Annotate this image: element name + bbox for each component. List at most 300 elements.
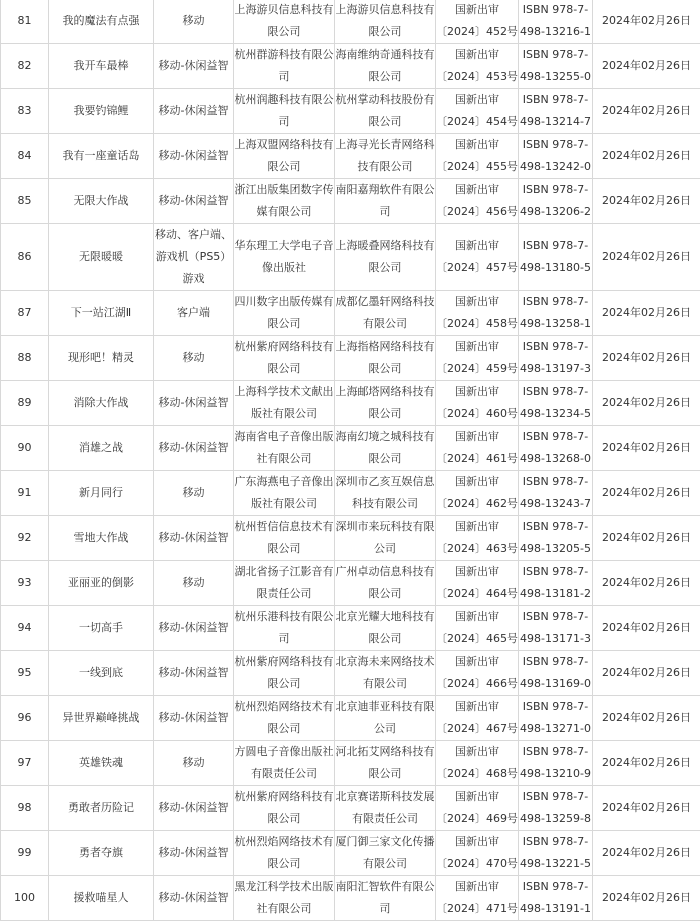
game-type-cell <box>154 381 234 426</box>
operator: 北京迪菲亚科技有限公司 <box>335 700 435 735</box>
publisher: 浙江出版集团数字传媒有限公司 <box>234 183 334 218</box>
row-number: 87 <box>17 306 32 319</box>
game-type: 移动-休闲益智 <box>158 891 229 904</box>
publisher-cell <box>234 561 335 606</box>
approval-date-cell <box>593 426 700 471</box>
table-row <box>1 291 700 336</box>
row-number-cell <box>1 651 49 696</box>
publisher: 上海科学技术文献出版社有限公司 <box>234 385 334 420</box>
operator-cell <box>335 651 436 696</box>
table-row <box>1 876 700 921</box>
game-type-cell <box>154 134 234 179</box>
game-name: 无限暖暖 <box>79 250 123 263</box>
approval-doc-number: 〔2024〕469号 <box>436 812 518 825</box>
publisher: 上海双盟网络科技有限公司 <box>234 138 334 173</box>
approval-doc-number: 〔2024〕457号 <box>436 261 518 274</box>
operator-cell <box>335 561 436 606</box>
approval-date-cell <box>593 876 700 921</box>
game-type: 移动-休闲益智 <box>158 441 229 454</box>
operator-cell <box>335 696 436 741</box>
isbn-line-2: 498-13210-9 <box>520 767 591 780</box>
operator-cell <box>335 426 436 471</box>
game-type: 移动-休闲益智 <box>158 801 229 814</box>
table-row <box>1 0 700 44</box>
game-type-cell <box>154 516 234 561</box>
game-type-cell <box>154 44 234 89</box>
publisher: 方圆电子音像出版社有限责任公司 <box>234 745 334 780</box>
approval-doc-cell <box>436 426 519 471</box>
isbn-cell <box>519 876 593 921</box>
game-type: 客户端 <box>177 306 210 319</box>
isbn-cell <box>519 336 593 381</box>
approval-doc-head: 国新出审 <box>455 295 499 308</box>
isbn-line-1: ISBN 978-7- <box>522 430 589 443</box>
isbn-cell <box>519 651 593 696</box>
approval-doc-number: 〔2024〕464号 <box>436 587 518 600</box>
isbn-line-2: 498-13171-3 <box>520 632 591 645</box>
approval-doc-number: 〔2024〕467号 <box>436 722 518 735</box>
approval-date: 2024年02月26日 <box>602 441 691 454</box>
game-name-cell <box>49 696 154 741</box>
approval-date-cell <box>593 741 700 786</box>
isbn-cell <box>519 696 593 741</box>
approval-doc-head: 国新出审 <box>455 183 499 196</box>
approval-doc-head: 国新出审 <box>455 880 499 893</box>
game-name-cell <box>49 179 154 224</box>
game-type: 移动 <box>182 14 205 27</box>
isbn-line-1: ISBN 978-7- <box>522 520 589 533</box>
game-name: 下一站江湖Ⅱ <box>70 306 132 319</box>
publisher-cell <box>234 381 335 426</box>
approval-date: 2024年02月26日 <box>602 306 691 319</box>
publisher: 杭州烈焰网络技术有限公司 <box>234 700 334 735</box>
operator-cell <box>335 876 436 921</box>
operator-cell <box>335 44 436 89</box>
isbn-cell <box>519 471 593 516</box>
approval-doc-cell <box>436 291 519 336</box>
row-number-cell <box>1 426 49 471</box>
game-type-cell <box>154 89 234 134</box>
table-row <box>1 516 700 561</box>
row-number: 83 <box>17 104 32 117</box>
game-type: 移动 <box>182 486 205 499</box>
isbn-line-2: 498-13216-1 <box>520 25 591 38</box>
isbn-cell <box>519 0 593 44</box>
game-type-cell <box>154 561 234 606</box>
approval-doc-cell <box>436 44 519 89</box>
approval-doc-number: 〔2024〕471号 <box>436 902 518 915</box>
game-type-cell <box>154 651 234 696</box>
approval-doc-head: 国新出审 <box>455 93 499 106</box>
operator-cell <box>335 741 436 786</box>
publisher: 广东海燕电子音像出版社有限公司 <box>234 475 334 510</box>
operator: 杭州掌动科技股份有限公司 <box>335 93 435 128</box>
publisher: 杭州紫府网络科技有限公司 <box>234 340 334 375</box>
approval-doc-head: 国新出审 <box>455 475 499 488</box>
game-name: 英雄铁魂 <box>79 756 123 769</box>
operator-cell <box>335 336 436 381</box>
game-type: 移动-休闲益智 <box>158 396 229 409</box>
operator: 北京海未来网络技术有限公司 <box>335 655 435 690</box>
approval-doc-head: 国新出审 <box>455 745 499 758</box>
publisher-cell <box>234 336 335 381</box>
approval-doc-head: 国新出审 <box>455 700 499 713</box>
publisher-cell <box>234 741 335 786</box>
table-row <box>1 44 700 89</box>
publisher: 杭州群游科技有限公司 <box>234 48 334 83</box>
publisher-cell <box>234 0 335 44</box>
approval-doc-cell <box>436 741 519 786</box>
approval-doc-cell <box>436 876 519 921</box>
table-row <box>1 179 700 224</box>
isbn-line-2: 498-13242-0 <box>520 160 591 173</box>
game-type-cell <box>154 291 234 336</box>
game-name-cell <box>49 741 154 786</box>
publisher: 海南省电子音像出版社有限公司 <box>234 430 334 465</box>
approval-date-cell <box>593 224 700 291</box>
game-name-cell <box>49 0 154 44</box>
approval-date-cell <box>593 561 700 606</box>
approval-date-cell <box>593 786 700 831</box>
publisher-cell <box>234 651 335 696</box>
isbn-cell <box>519 516 593 561</box>
row-number: 98 <box>17 801 32 814</box>
game-name: 我的魔法有点强 <box>62 14 140 27</box>
approval-date: 2024年02月26日 <box>602 194 691 207</box>
isbn-cell <box>519 224 593 291</box>
approval-doc-number: 〔2024〕454号 <box>436 115 518 128</box>
approval-doc-cell <box>436 381 519 426</box>
isbn-cell <box>519 89 593 134</box>
operator: 深圳市乙亥互娱信息科技有限公司 <box>335 475 435 510</box>
operator-cell <box>335 179 436 224</box>
isbn-line-1: ISBN 978-7- <box>522 655 589 668</box>
isbn-line-2: 498-13268-0 <box>520 452 591 465</box>
approval-date-cell <box>593 831 700 876</box>
publisher: 上海游贝信息科技有限公司 <box>234 3 334 38</box>
game-name-cell <box>49 134 154 179</box>
game-name-cell <box>49 471 154 516</box>
approval-date-cell <box>593 696 700 741</box>
operator-cell <box>335 134 436 179</box>
row-number: 99 <box>17 846 32 859</box>
approval-date-cell <box>593 179 700 224</box>
game-type-cell <box>154 0 234 44</box>
game-name: 亚丽亚的倒影 <box>68 576 134 589</box>
approval-date: 2024年02月26日 <box>602 104 691 117</box>
row-number: 89 <box>17 396 32 409</box>
row-number: 96 <box>17 711 32 724</box>
approval-date-cell <box>593 336 700 381</box>
approval-doc-cell <box>436 0 519 44</box>
approval-doc-number: 〔2024〕466号 <box>436 677 518 690</box>
approval-doc-cell <box>436 651 519 696</box>
approval-doc-cell <box>436 831 519 876</box>
game-type: 移动-休闲益智 <box>158 149 229 162</box>
approval-doc-head: 国新出审 <box>455 565 499 578</box>
approval-doc-number: 〔2024〕460号 <box>436 407 518 420</box>
approval-doc-head: 国新出审 <box>455 138 499 151</box>
isbn-cell <box>519 786 593 831</box>
approval-date: 2024年02月26日 <box>602 59 691 72</box>
table-row <box>1 651 700 696</box>
approval-doc-cell <box>436 606 519 651</box>
isbn-line-2: 498-13234-5 <box>520 407 591 420</box>
approval-doc-number: 〔2024〕453号 <box>436 70 518 83</box>
game-name: 消雄之战 <box>79 441 123 454</box>
row-number-cell <box>1 471 49 516</box>
publisher-cell <box>234 516 335 561</box>
isbn-line-2: 498-13181-2 <box>520 587 591 600</box>
approval-date: 2024年02月26日 <box>602 621 691 634</box>
isbn-cell <box>519 561 593 606</box>
publisher: 黑龙江科学技术出版社有限公司 <box>234 880 334 915</box>
game-type: 移动 <box>182 756 205 769</box>
table-row <box>1 381 700 426</box>
operator: 厦门御三家文化传播有限公司 <box>335 835 435 870</box>
publisher-cell <box>234 471 335 516</box>
approval-doc-head: 国新出审 <box>455 520 499 533</box>
publisher-cell <box>234 696 335 741</box>
approval-date-cell <box>593 89 700 134</box>
approval-doc-cell <box>436 224 519 291</box>
approval-doc-cell <box>436 561 519 606</box>
approval-doc-number: 〔2024〕456号 <box>436 205 518 218</box>
operator-cell <box>335 516 436 561</box>
approval-date-cell <box>593 134 700 179</box>
table-body <box>1 0 700 921</box>
approval-date: 2024年02月26日 <box>602 351 691 364</box>
game-name-cell <box>49 224 154 291</box>
game-name: 消除大作战 <box>73 396 129 409</box>
publisher: 杭州润趣科技有限公司 <box>234 93 334 128</box>
row-number-cell <box>1 741 49 786</box>
operator-cell <box>335 224 436 291</box>
isbn-line-2: 498-13206-2 <box>520 205 591 218</box>
operator-cell <box>335 0 436 44</box>
game-name-cell <box>49 516 154 561</box>
approval-doc-number: 〔2024〕455号 <box>436 160 518 173</box>
row-number-cell <box>1 291 49 336</box>
approval-doc-number: 〔2024〕459号 <box>436 362 518 375</box>
approval-date-cell <box>593 606 700 651</box>
row-number: 88 <box>17 351 32 364</box>
isbn-line-1: ISBN 978-7- <box>522 565 589 578</box>
approval-doc-head: 国新出审 <box>455 430 499 443</box>
game-name: 无限大作战 <box>73 194 129 207</box>
row-number-cell <box>1 606 49 651</box>
row-number: 94 <box>17 621 32 634</box>
publisher: 湖北省扬子江影音有限责任公司 <box>234 565 334 600</box>
approval-date: 2024年02月26日 <box>602 846 691 859</box>
approval-doc-number: 〔2024〕462号 <box>436 497 518 510</box>
game-name-cell <box>49 651 154 696</box>
approval-doc-cell <box>436 516 519 561</box>
publisher: 杭州紫府网络科技有限公司 <box>234 655 334 690</box>
game-name: 异世界巅峰挑战 <box>62 711 140 724</box>
operator: 海南幻境之城科技有限公司 <box>335 430 435 465</box>
approval-doc-head: 国新出审 <box>455 790 499 803</box>
approval-doc-number: 〔2024〕465号 <box>436 632 518 645</box>
approval-date: 2024年02月26日 <box>602 250 691 263</box>
row-number-cell <box>1 44 49 89</box>
isbn-cell <box>519 179 593 224</box>
isbn-line-2: 498-13214-7 <box>520 115 591 128</box>
approval-doc-number: 〔2024〕461号 <box>436 452 518 465</box>
table-row <box>1 471 700 516</box>
game-name-cell <box>49 291 154 336</box>
game-type: 移动-休闲益智 <box>158 711 229 724</box>
game-name-cell <box>49 786 154 831</box>
game-type-cell <box>154 876 234 921</box>
row-number: 97 <box>17 756 32 769</box>
game-name-cell <box>49 89 154 134</box>
approval-date-cell <box>593 0 700 44</box>
approval-doc-cell <box>436 336 519 381</box>
game-type: 移动、客户端、游戏机（PS5）游戏 <box>155 228 232 285</box>
isbn-line-1: ISBN 978-7- <box>522 3 589 16</box>
approval-date-cell <box>593 44 700 89</box>
row-number: 100 <box>14 891 35 904</box>
row-number-cell <box>1 786 49 831</box>
isbn-line-2: 498-13258-1 <box>520 317 591 330</box>
game-type-cell <box>154 741 234 786</box>
publisher-cell <box>234 291 335 336</box>
publisher: 杭州哲信信息技术有限公司 <box>234 520 334 555</box>
approval-doc-head: 国新出审 <box>455 48 499 61</box>
row-number-cell <box>1 134 49 179</box>
isbn-line-1: ISBN 978-7- <box>522 385 589 398</box>
publisher-cell <box>234 876 335 921</box>
approval-doc-head: 国新出审 <box>455 655 499 668</box>
row-number: 84 <box>17 149 32 162</box>
approval-date: 2024年02月26日 <box>602 14 691 27</box>
isbn-line-2: 498-13191-1 <box>520 902 591 915</box>
isbn-cell <box>519 741 593 786</box>
approval-doc-head: 国新出审 <box>455 385 499 398</box>
isbn-line-1: ISBN 978-7- <box>522 835 589 848</box>
approval-doc-cell <box>436 179 519 224</box>
isbn-line-1: ISBN 978-7- <box>522 790 589 803</box>
approval-date: 2024年02月26日 <box>602 576 691 589</box>
operator: 河北拓艾网络科技有限公司 <box>335 745 435 780</box>
game-name: 勇者夺旗 <box>79 846 123 859</box>
game-type-cell <box>154 426 234 471</box>
row-number-cell <box>1 381 49 426</box>
game-type: 移动 <box>182 576 205 589</box>
isbn-line-1: ISBN 978-7- <box>522 700 589 713</box>
approval-date-cell <box>593 381 700 426</box>
game-type: 移动 <box>182 351 205 364</box>
publisher-cell <box>234 179 335 224</box>
isbn-line-1: ISBN 978-7- <box>522 610 589 623</box>
table-row <box>1 786 700 831</box>
game-type-cell <box>154 831 234 876</box>
row-number-cell <box>1 336 49 381</box>
isbn-line-1: ISBN 978-7- <box>522 340 589 353</box>
game-name: 雪地大作战 <box>73 531 129 544</box>
game-type: 移动-休闲益智 <box>158 531 229 544</box>
game-name: 我有一座童话岛 <box>62 149 140 162</box>
approval-doc-number: 〔2024〕470号 <box>436 857 518 870</box>
game-name: 一线到底 <box>79 666 123 679</box>
game-name-cell <box>49 831 154 876</box>
approval-date: 2024年02月26日 <box>602 801 691 814</box>
operator: 南阳汇智软件有限公司 <box>335 880 435 915</box>
operator-cell <box>335 831 436 876</box>
isbn-line-1: ISBN 978-7- <box>522 183 589 196</box>
operator-cell <box>335 291 436 336</box>
publisher-cell <box>234 606 335 651</box>
publisher-cell <box>234 44 335 89</box>
isbn-line-1: ISBN 978-7- <box>522 239 589 252</box>
isbn-line-1: ISBN 978-7- <box>522 745 589 758</box>
row-number-cell <box>1 876 49 921</box>
row-number: 95 <box>17 666 32 679</box>
row-number: 82 <box>17 59 32 72</box>
operator: 上海游贝信息科技有限公司 <box>335 3 435 38</box>
approval-date-cell <box>593 651 700 696</box>
row-number-cell <box>1 89 49 134</box>
game-name-cell <box>49 426 154 471</box>
table-row <box>1 606 700 651</box>
game-type-cell <box>154 224 234 291</box>
approval-date: 2024年02月26日 <box>602 486 691 499</box>
table-row <box>1 224 700 291</box>
game-type-cell <box>154 696 234 741</box>
approval-doc-head: 国新出审 <box>455 835 499 848</box>
approval-doc-head: 国新出审 <box>455 3 499 16</box>
game-name: 我要钓锦鲤 <box>73 104 129 117</box>
isbn-line-2: 498-13221-5 <box>520 857 591 870</box>
publisher-cell <box>234 134 335 179</box>
row-number-cell <box>1 224 49 291</box>
operator: 北京光耀大地科技有限公司 <box>335 610 435 645</box>
publisher-cell <box>234 786 335 831</box>
approval-doc-head: 国新出审 <box>455 340 499 353</box>
row-number-cell <box>1 831 49 876</box>
approval-doc-cell <box>436 696 519 741</box>
operator: 深圳市来玩科技有限公司 <box>335 520 435 555</box>
approval-doc-head: 国新出审 <box>455 610 499 623</box>
operator: 北京赛诺斯科技发展有限责任公司 <box>335 790 435 825</box>
game-name: 援救喵星人 <box>73 891 129 904</box>
isbn-cell <box>519 44 593 89</box>
game-name: 我开车最棒 <box>73 59 129 72</box>
table-row <box>1 426 700 471</box>
isbn-line-2: 498-13259-8 <box>520 812 591 825</box>
game-name-cell <box>49 561 154 606</box>
row-number: 93 <box>17 576 32 589</box>
game-name-cell <box>49 336 154 381</box>
approval-date-cell <box>593 291 700 336</box>
game-type: 移动-休闲益智 <box>158 621 229 634</box>
publisher-cell <box>234 224 335 291</box>
game-type-cell <box>154 471 234 516</box>
game-type-cell <box>154 179 234 224</box>
publisher-cell <box>234 831 335 876</box>
isbn-cell <box>519 134 593 179</box>
operator: 上海寻光长青网络科技有限公司 <box>335 138 435 173</box>
table-row <box>1 696 700 741</box>
approval-doc-cell <box>436 134 519 179</box>
table-row <box>1 831 700 876</box>
operator-cell <box>335 89 436 134</box>
row-number-cell <box>1 516 49 561</box>
approval-date-cell <box>593 516 700 561</box>
game-type-cell <box>154 606 234 651</box>
isbn-cell <box>519 426 593 471</box>
